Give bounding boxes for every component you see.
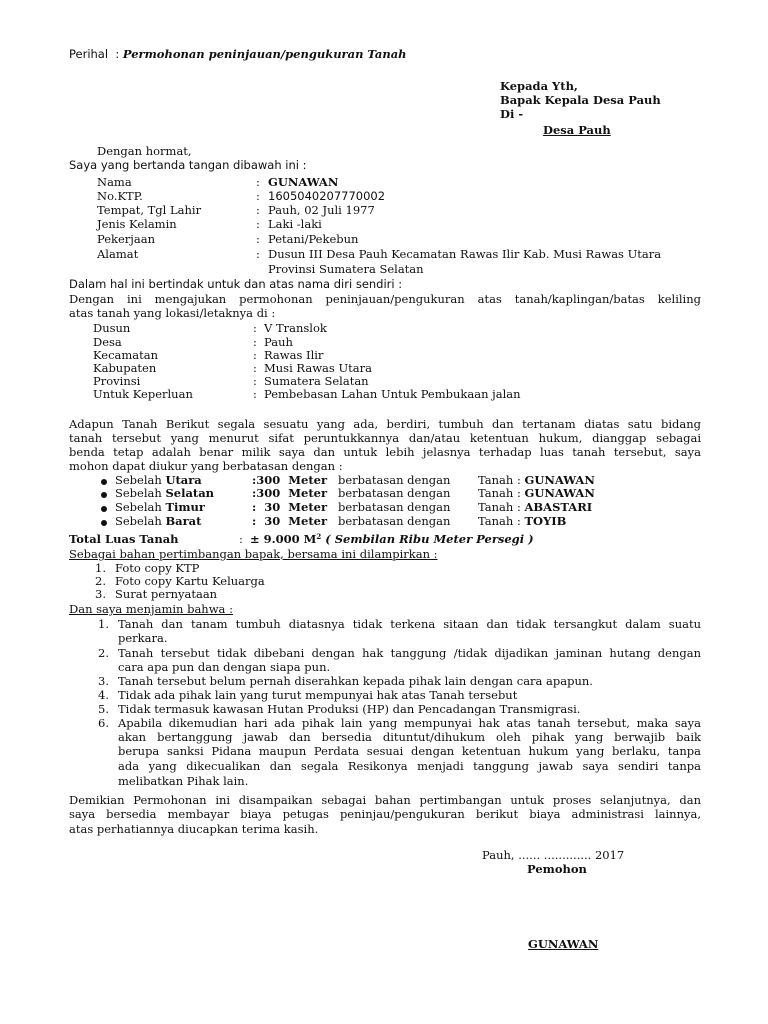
guarantee-heading: Dan saya menjamin bahwa :: [69, 602, 233, 616]
location-separator: :: [253, 348, 257, 362]
location-label: Kabupaten: [93, 361, 157, 375]
applicant-separator: :: [256, 232, 260, 246]
bullet-icon: [101, 506, 107, 512]
acting-statement: Dalam hal ini bertindak untuk dan atas nama diri sendiri :: [69, 277, 403, 291]
applicant-separator: :: [256, 189, 260, 203]
bullet-icon: [101, 479, 107, 485]
location-value: Pauh: [264, 335, 293, 349]
attachment-num: 3.: [95, 587, 106, 601]
guarantee-num: 3.: [98, 674, 109, 688]
border-text: berbatasan dengan: [338, 514, 451, 528]
total-area-separator: :: [239, 532, 243, 546]
location-separator: :: [253, 321, 257, 335]
closing-line: Demikian Permohonan ini disampaikan sebagai bahan pertimbangan untuk proses selanjutnya, dan: [69, 793, 701, 807]
guarantee-line: cara apa pun dan dengan siapa pun.: [118, 660, 331, 674]
location-value: Musi Rawas Utara: [264, 361, 372, 375]
applicant-value: GUNAWAN: [268, 175, 339, 189]
total-area-label: Total Luas Tanah: [69, 532, 179, 546]
bullet-icon: [101, 520, 107, 526]
recipient-line-1: Kepada Yth,: [500, 79, 578, 93]
location-value: Sumatera Selatan: [264, 374, 369, 388]
request-line-1: Dengan ini mengajukan permohonan peninjauan/pengukuran atas tanah/kaplingan/batas keliling: [69, 292, 701, 306]
border-direction: Sebelah Selatan: [115, 486, 215, 500]
request-line-2: atas tanah yang lokasi/letaknya di :: [69, 306, 276, 320]
recipient-line-2: Bapak Kepala Desa Pauh: [500, 93, 661, 107]
subject-value: Permohonan peninjauan/pengukuran Tanah: [122, 47, 407, 61]
guarantee-line: akan bertanggung jawab dan bersedia dituntut/dihukum oleh pihak yang berwajib baik: [118, 730, 701, 744]
land-paragraph-line: tanah tersebut yang menurut sifat peruntukkannya dan/atau ketentuan hukum, dianggap sebagai: [69, 431, 701, 445]
applicant-separator: :: [256, 217, 260, 231]
greeting: Dengan hormat,: [97, 144, 192, 158]
guarantee-line: melibatkan Pihak lain.: [118, 774, 249, 788]
total-area-value: ± 9.000 $M^2$ ( Sembilan Ribu Meter Persegi ): [250, 532, 534, 546]
applicant-separator: :: [256, 203, 260, 217]
guarantee-line: perkara.: [118, 631, 168, 645]
land-paragraph-line: Adapun Tanah Berikut segala sesuatu yang ada, berdiri, tumbuh dan tertanam diatas satu bidang: [69, 417, 701, 431]
applicant-value: 1605040207770002: [268, 189, 386, 203]
attachment-item: Foto copy KTP: [115, 561, 200, 575]
guarantee-num: 4.: [98, 688, 109, 702]
guarantee-num: 1.: [98, 617, 109, 631]
signer-role: Pemohon: [527, 862, 587, 876]
location-separator: :: [253, 335, 257, 349]
guarantee-num: 6.: [98, 716, 109, 730]
attachment-num: 1.: [95, 561, 106, 575]
land-paragraph-line: mohon dapat diukur yang berbatasan dengan :: [69, 459, 343, 473]
applicant-label: Tempat, Tgl Lahir: [97, 203, 202, 217]
guarantee-num: 5.: [98, 702, 109, 716]
guarantee-line: Tanah tersebut belum pernah diserahkan kepada pihak lain dengan cara apapun.: [118, 674, 593, 688]
subject-separator: :: [115, 47, 120, 61]
border-owner: Tanah : TOYIB: [478, 514, 567, 528]
signer-name: GUNAWAN: [528, 937, 599, 951]
guarantee-line: Tanah dan tanam tumbuh diatasnya tidak terkena sitaan dan tidak tersangkut dalam suatu: [118, 617, 701, 631]
subject-label: Perihal: [69, 47, 109, 61]
applicant-value: Pauh, 02 Juli 1977: [268, 203, 375, 217]
border-direction: Sebelah Utara: [115, 473, 202, 487]
location-label: Dusun: [93, 321, 131, 335]
guarantee-line: Tanah tersebut tidak dibebani dengan hak tanggung /tidak dijadikan jaminan hutang dengan: [118, 646, 701, 660]
closing-line: atas perhatiannya diucapkan terima kasih.: [69, 822, 319, 836]
location-separator: :: [253, 374, 257, 388]
applicant-label: Pekerjaan: [97, 232, 155, 246]
place-date: Pauh, ...... ............. 2017: [482, 848, 625, 862]
closing-line: saya bersedia membayar biaya petugas peninjau/pengukuran berikut biaya administrasi lainnya,: [69, 807, 701, 821]
applicant-value: Dusun III Desa Pauh Kecamatan Rawas Ilir Kab. Musi Rawas Utara: [268, 247, 662, 261]
location-value: V Translok: [264, 321, 327, 335]
border-text: berbatasan dengan: [338, 486, 451, 500]
applicant-label: Alamat: [97, 247, 139, 261]
border-direction: Sebelah Timur: [115, 500, 205, 514]
guarantee-num: 2.: [98, 646, 109, 660]
guarantee-line: Apabila dikemudian hari ada pihak lain yang mempunyai hak atas tanah tersebut, maka saya: [118, 716, 701, 730]
subject-line: [69, 48, 407, 62]
location-label: Provinsi: [93, 374, 141, 388]
recipient-line-3: Di -: [500, 107, 524, 121]
bullet-icon: [101, 492, 107, 498]
applicant-value: Laki -laki: [268, 217, 322, 231]
guarantee-line: berupa sanksi Pidana maupun Perdata sesuai dengan ketentuan hukum yang berlaku, tanpa: [118, 744, 701, 758]
attachment-num: 2.: [95, 574, 106, 588]
location-label: Kecamatan: [93, 348, 159, 362]
border-length: :300 Meter: [252, 486, 328, 500]
border-text: berbatasan dengan: [338, 473, 451, 487]
border-length: : 30 Meter: [252, 500, 328, 514]
land-paragraph-line: benda tetap adalah benar milik saya dan untuk lebih jelasnya terhadap luas tanah tersebut, saya: [69, 445, 701, 459]
applicant-separator: :: [256, 247, 260, 261]
location-value: Pembebasan Lahan Untuk Pembukaan jalan: [264, 387, 521, 401]
applicant-label: No.KTP.: [97, 189, 143, 203]
recipient-line-4: Desa Pauh: [543, 123, 611, 137]
location-label: Desa: [93, 335, 122, 349]
border-owner: Tanah : GUNAWAN: [478, 473, 595, 487]
applicant-separator: :: [256, 175, 260, 189]
guarantee-line: ada yang dikecualikan dan segala Resikonya menjadi tanggung jawab saya sendiri tanpa: [118, 759, 701, 773]
attachments-heading: Sebagai bahan pertimbangan bapak, bersama ini dilampirkan :: [69, 547, 438, 561]
border-text: berbatasan dengan: [338, 500, 451, 514]
guarantee-line: Tidak termasuk kawasan Hutan Produksi (HP) dan Pencadangan Transmigrasi.: [118, 702, 581, 716]
intro-text: Saya yang bertanda tangan dibawah ini :: [69, 158, 307, 172]
border-direction: Sebelah Barat: [115, 514, 202, 528]
location-value: Rawas Ilir: [264, 348, 324, 362]
location-separator: :: [253, 387, 257, 401]
applicant-label: Jenis Kelamin: [97, 217, 177, 231]
applicant-value: Petani/Pekebun: [268, 232, 359, 246]
location-separator: :: [253, 361, 257, 375]
applicant-value: Provinsi Sumatera Selatan: [268, 262, 424, 276]
location-label: Untuk Keperluan: [93, 387, 193, 401]
border-length: :300 Meter: [252, 473, 328, 487]
attachment-item: Surat pernyataan: [115, 587, 218, 601]
border-owner: Tanah : ABASTARI: [478, 500, 593, 514]
attachment-item: Foto copy Kartu Keluarga: [115, 574, 265, 588]
border-owner: Tanah : GUNAWAN: [478, 486, 595, 500]
guarantee-line: Tidak ada pihak lain yang turut mempunyai hak atas Tanah tersebut: [118, 688, 518, 702]
applicant-label: Nama: [97, 175, 132, 189]
border-length: : 30 Meter: [252, 514, 328, 528]
